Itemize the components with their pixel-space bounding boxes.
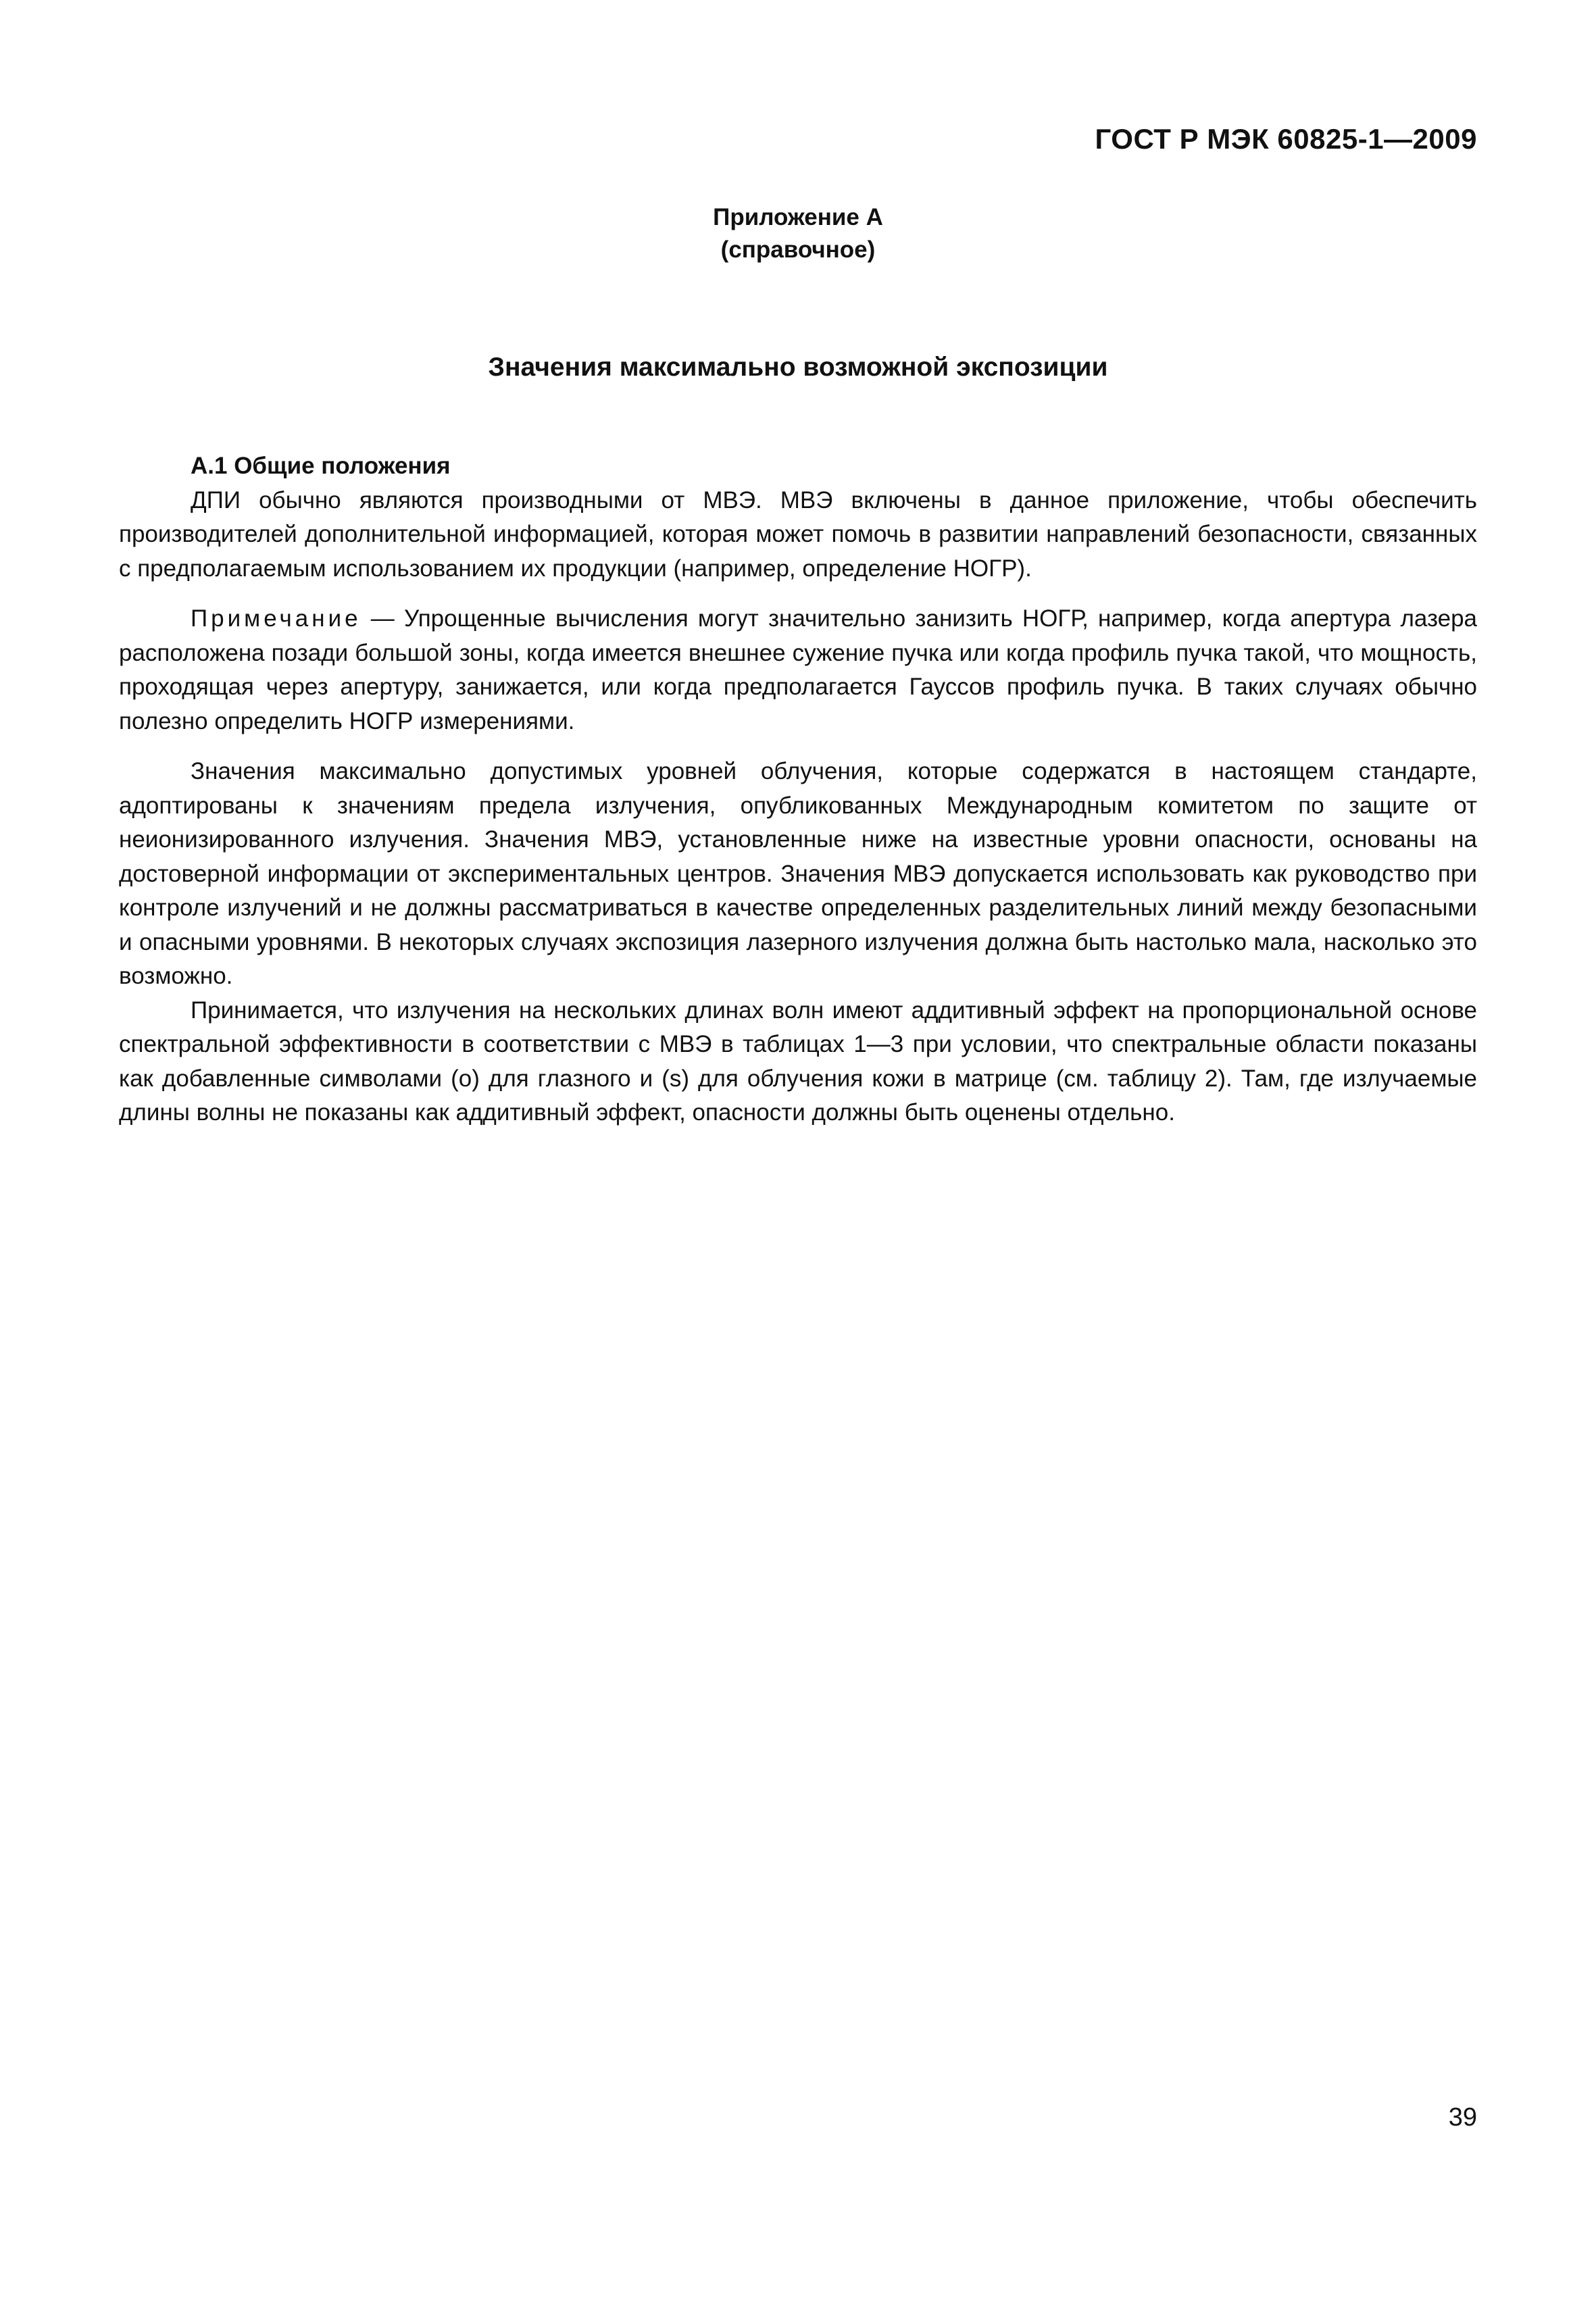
note-label: Примечание xyxy=(191,605,361,632)
document-number-header: ГОСТ Р МЭК 60825-1—2009 xyxy=(1095,123,1477,155)
note-text: — Упрощенные вычисления могут значительно занизить НОГР, например, когда апертура лазера расположена позади большой зоны, когда имеется внешнее сужение пучка или когда профиль пучка такой, что мощность, проходящая через апертуру, занижается, или когда предполагается Гауссов профиль пучка. В таких случаях обычно полезно определить НОГР измерениями. xyxy=(119,605,1477,734)
paragraph-1: ДПИ обычно являются производными от МВЭ. МВЭ включены в данное приложение, чтобы обеспечить производителей дополнительной информацией, которая может помочь в развитии направлений безопасности, связанных с предполагаемым использованием их продукции (например, определение НОГР). xyxy=(119,486,1477,582)
annex-title: Значения максимально возможной экспозиции xyxy=(488,353,1108,382)
annex-label: Приложение А xyxy=(713,204,883,230)
page-number: 39 xyxy=(1448,2103,1477,2132)
annex-status: (справочное) xyxy=(720,236,876,263)
paragraph-2: Значения максимально допустимых уровней облучения, которые содержатся в настоящем стандарте, адоптированы к значениям предела излучения, опубликованных Международным комитетом по защите от неионизированного излучения. Значения МВЭ, установленные ниже на известные уровни опасности, основаны на достоверной информации от экспериментальных центров. Значения МВЭ допускается использовать как руководство при контроле излучений и не должны рассматриваться в качестве определенных разделительных линий между безопасными и опасными уровнями. В некоторых случаях экспозиция лазерного излучения должна быть настолько мала, насколько это возможно. xyxy=(119,758,1477,989)
note-paragraph xyxy=(119,602,1477,738)
paragraph-3: Принимается, что излучения на нескольких длинах волн имеют аддитивный эффект на пропорциональной основе спектральной эффективности в соответствии с МВЭ в таблицах 1—3 при условии, что спектральные области показаны как добавленные символами (о) для глазного и (s) для облучения кожи в матрице (см. таблицу 2). Там, где излучаемые длины волны не показаны как аддитивный эффект, опасности должны быть оценены отдельно. xyxy=(119,997,1477,1126)
annex-label-block xyxy=(119,201,1477,266)
section-heading: А.1 Общие положения xyxy=(191,453,451,479)
section-body xyxy=(119,449,1477,1130)
